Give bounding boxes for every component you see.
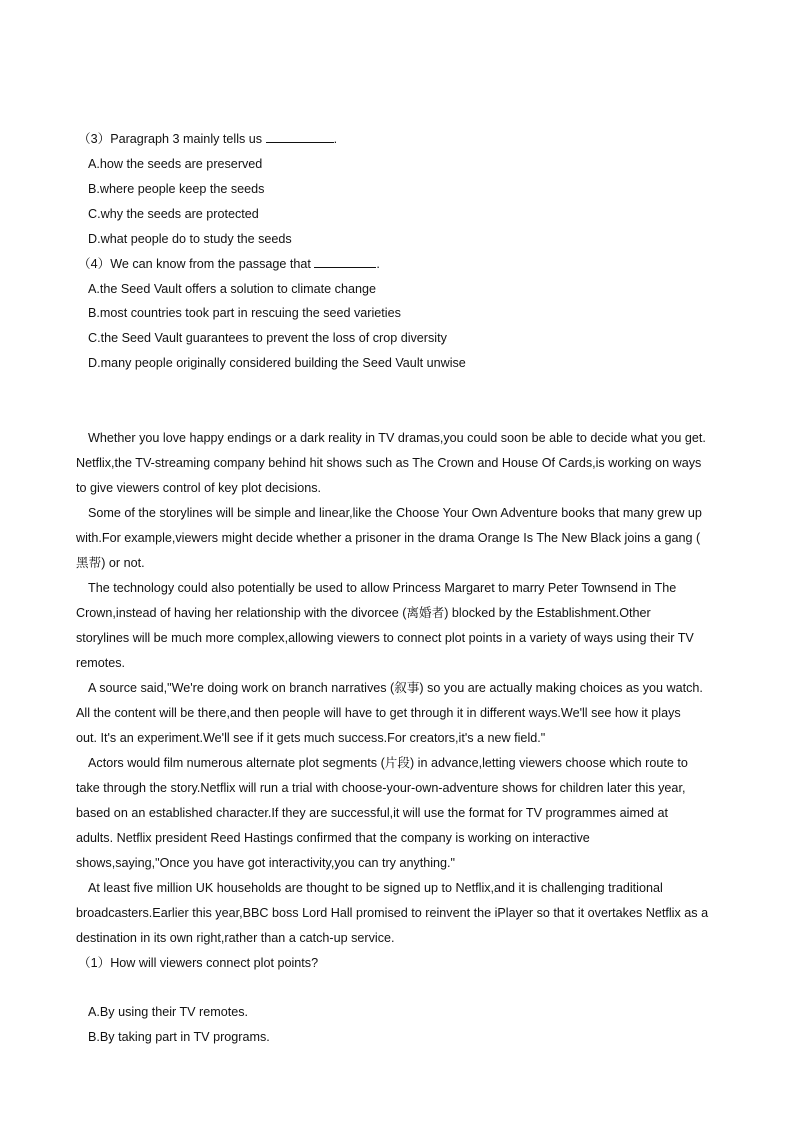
passage-line: Netflix,the TV-streaming company behind hit shows such as The Crown and House Of Cards,is working on ways — [76, 456, 702, 470]
option-1b: B.By taking part in TV programs. — [88, 1030, 270, 1044]
passage-line: All the content will be there,and then people will have to get through it in different ways.We'll see how it plays — [76, 706, 681, 720]
passage-line: with.For example,viewers might decide whether a prisoner in the drama Orange Is The New Black joins a gang ( — [76, 531, 701, 545]
question-end: . — [333, 132, 338, 146]
option-1a: A.By using their TV remotes. — [88, 1005, 249, 1019]
question-number: （4） — [78, 257, 111, 271]
option-3c: C.why the seeds are protected — [88, 207, 259, 221]
question-1-stem — [78, 955, 318, 971]
option-4c: C.the Seed Vault guarantees to prevent the loss of crop diversity — [88, 331, 447, 345]
passage-line: based on an established character.If they are successful,it will use the format for TV programmes aimed at — [76, 806, 668, 820]
option-4d: D.many people originally considered building the Seed Vault unwise — [88, 356, 466, 370]
passage-line: At least five million UK households are thought to be signed up to Netflix,and it is challenging traditional — [88, 881, 663, 895]
option-3b: B.where people keep the seeds — [88, 182, 265, 196]
question-number: （1） — [78, 956, 111, 970]
question-number: （3） — [78, 132, 111, 146]
option-3d: D.what people do to study the seeds — [88, 232, 292, 246]
passage-line: Whether you love happy endings or a dark reality in TV dramas,you could soon be able to decide what you get. — [88, 431, 706, 445]
option-3a: A.how the seeds are preserved — [88, 157, 263, 171]
passage-line: broadcasters.Earlier this year,BBC boss Lord Hall promised to reinvent the iPlayer so that it overtakes Netflix as a — [76, 906, 709, 920]
answer-blank — [314, 256, 376, 268]
option-4b: B.most countries took part in rescuing the seed varieties — [88, 306, 401, 320]
passage-line: shows,saying,"Once you have got interactivity,you can try anything." — [76, 856, 456, 870]
question-4-stem — [78, 256, 380, 272]
question-text: Paragraph 3 mainly tells us — [110, 132, 263, 146]
passage-line: take through the story.Netflix will run a trial with choose-your-own-adventure shows for children later this year, — [76, 781, 686, 795]
answer-blank — [266, 131, 334, 143]
passage-line: adults. Netflix president Reed Hastings confirmed that the company is working on interactive — [76, 831, 590, 845]
passage-line: Actors would film numerous alternate plot segments (片段) in advance,letting viewers choose which route to — [88, 756, 688, 770]
passage-line: Some of the storylines will be simple and linear,like the Choose Your Own Adventure books that many grew up — [88, 506, 702, 520]
passage-line: out. It's an experiment.We'll see if it gets much success.For creators,it's a new field." — [76, 731, 546, 745]
passage-line: 黑帮) or not. — [76, 556, 145, 570]
passage-line: A source said,"We're doing work on branch narratives (叙事) so you are actually making choices as you watch. — [88, 681, 703, 695]
question-3-stem — [78, 131, 337, 147]
question-text: We can know from the passage that — [110, 257, 311, 271]
passage-line: to give viewers control of key plot decisions. — [76, 481, 321, 495]
passage-line: The technology could also potentially be used to allow Princess Margaret to marry Peter Townsend in The — [88, 581, 677, 595]
option-4a: A.the Seed Vault offers a solution to climate change — [88, 282, 376, 296]
question-end: . — [376, 257, 380, 271]
passage-line: storylines will be much more complex,allowing viewers to connect plot points in a variety of ways using their TV — [76, 631, 694, 645]
passage-line: Crown,instead of having her relationship with the divorcee (离婚者) blocked by the Establishment.Other — [76, 606, 651, 620]
question-text: How will viewers connect plot points? — [110, 956, 319, 970]
passage-line: destination in its own right,rather than a catch-up service. — [76, 931, 395, 945]
passage-line: remotes. — [76, 656, 125, 670]
